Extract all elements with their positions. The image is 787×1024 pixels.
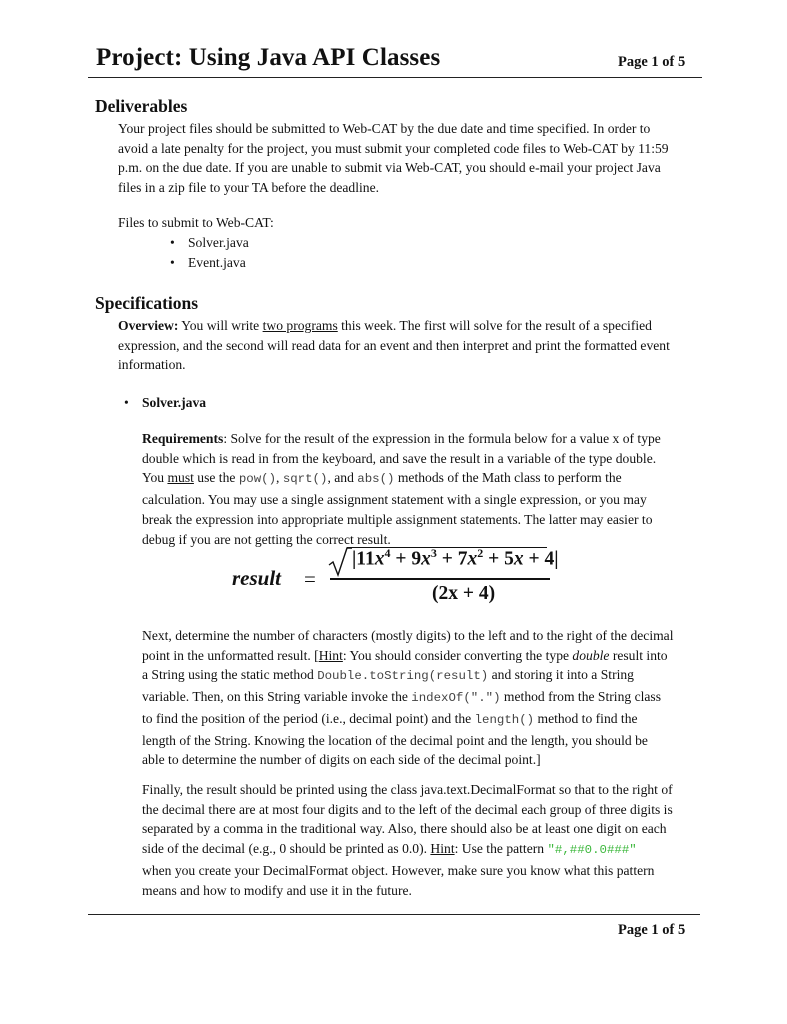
final-line: when you create your DecimalFormat object. However, make sure you know what this pattern [142,862,655,878]
deliverables-line: avoid a late penalty for the project, you must submit your completed code files to Web-CAT by 11:59 [118,140,669,156]
code-sqrt: sqrt() [282,472,328,487]
files-label: Files to submit to Web-CAT: [118,215,274,230]
deliverables-line: files in a zip file to your TA before the deadline. [118,180,380,196]
requirements-line: debug if you are not getting the correct result. [142,531,391,547]
specifications-heading: Specifications [95,293,199,313]
formula-term: + 4| [523,548,559,570]
overview-text-part: this week. The first will solve for the result of a specified [337,318,652,333]
requirements-text-part: , and [327,470,358,486]
next-text-part: and storing it into a String [488,667,634,683]
requirements-line: break the expression into appropriate multiple assignment statements. The latter may easier to [142,511,653,527]
requirements-text: Requirements: Solve for the result of the expression in the formula below for a value x of type double which is read in from the keyboard, and save the result in a variable of the type double. You must use the pow(), sqrt(), and abs() methods of the Math class to perform the calculation. You may use a single assignment statement with a single expression, or you may break the expression into appropriate multiple assignment statements. The latter may easier to debug if you are not getting the correct result. [142,429,717,549]
footer-rule [88,914,700,915]
final-text-part: : Use the pattern [454,841,548,857]
next-text-part: : You should consider converting the type [342,647,573,663]
requirements-text-part: use the [193,470,239,486]
file-item: • Solver.java [188,233,249,253]
next-paragraph [142,626,717,770]
requirements-line: : Solve for the result of the expression in the formula below for a value x of type [223,431,661,446]
page-title: Project: Using Java API Classes [96,44,441,71]
code-pow: pow() [238,472,277,487]
final-paragraph [142,780,717,900]
code-indexof: indexOf(".") [411,691,501,706]
requirements-label: Requirements [142,431,224,446]
formula-term: + 5 [483,548,514,570]
code-pattern: "#,##0.0###" [547,843,637,858]
footer-page-number: Page 1 of 5 [618,922,686,938]
overview-line: expression, and the second will read data for an event and then interpret and print the formatted event [118,337,670,353]
next-line: Next, determine the number of characters (mostly digits) to the left and to the right of the decimal [142,628,674,643]
next-text-part: result into [609,647,668,663]
final-line: Finally, the result should be printed using the class java.text.DecimalFormat so that to the right of [142,782,673,797]
must-emphasis: must [167,470,194,486]
code-tostring: Double.toString(result) [317,669,489,684]
formula-term: |11 [352,548,375,570]
overview-label: Overview: [118,318,179,333]
final-text-part: side of the decimal (e.g., 0 should be printed as 0.0). [142,841,431,857]
next-line: able to determine the number of digits on each side of the decimal point.] [142,752,541,768]
header-page-number: Page 1 of 5 [618,54,686,70]
fraction-bar [330,578,550,580]
requirements-line: double which is read in from the keyboard, and save the result in a variable of the type double. [142,450,657,466]
double-emphasis: double [572,647,610,663]
formula-numerator: $|11x^4 + 9x^3 + 7x^2 + 5x + 4|$ [352,546,559,570]
deliverables-line: p.m. on the due date. If you are unable to submit via Web-CAT, you should e-mail your project Java [118,160,661,176]
formula-term: + 7 [436,548,468,570]
next-text-part: to find the position of the period (i.e., decimal point) and the [142,710,475,726]
next-text-part: variable. Then, on this String variable invoke the [142,689,412,705]
overview-text-part: You will write [178,318,263,333]
deliverables-heading: Deliverables [95,96,188,116]
solver-title-text: Solver.java [142,395,207,410]
code-abs: abs() [357,472,395,487]
formula-denominator: (2x + 4) [432,583,496,604]
final-line: means and how to modify and use it in the future. [142,882,412,898]
code-length: length() [474,712,535,727]
deliverables-text [118,119,718,198]
deliverables-line: Your project files should be submitted to Web-CAT by the due date and time specified. In order to [118,121,651,136]
next-text-part: point in the unformatted result. [ [142,647,319,663]
requirements-text-part: You [142,470,168,486]
formula-lhs: result [232,566,282,590]
final-line: separated by a comma in the traditional way. Also, there should also be at least one digit on each [142,821,667,837]
formula-term: + 9 [390,548,422,570]
result-formula [232,545,632,609]
formula-equals: = [304,567,316,591]
overview-text [118,316,718,375]
solver-title [142,393,206,413]
sqrt-icon [328,547,352,577]
overview-emphasis: two programs [262,318,338,333]
file-item: • Event.java [188,253,246,273]
requirements-line: calculation. You may use a single assignment statement with a single expression, or you may [142,492,647,508]
next-text-part: method from the String class [500,689,661,705]
hint-label: Hint [318,647,343,663]
hint-label: Hint [430,841,455,857]
next-text-part: method to find the [534,710,638,726]
header-rule [88,77,702,78]
final-line: the decimal there are at most four digits and to the left of the decimal each group of three digits is [142,801,673,817]
requirements-text-part: methods of the Math class to perform the [394,470,622,486]
overview-line: information. [118,357,186,373]
next-text-part: a String using the static method [142,667,318,683]
next-line: length of the String. Knowing the location of the decimal point and the length, you should be [142,732,648,748]
